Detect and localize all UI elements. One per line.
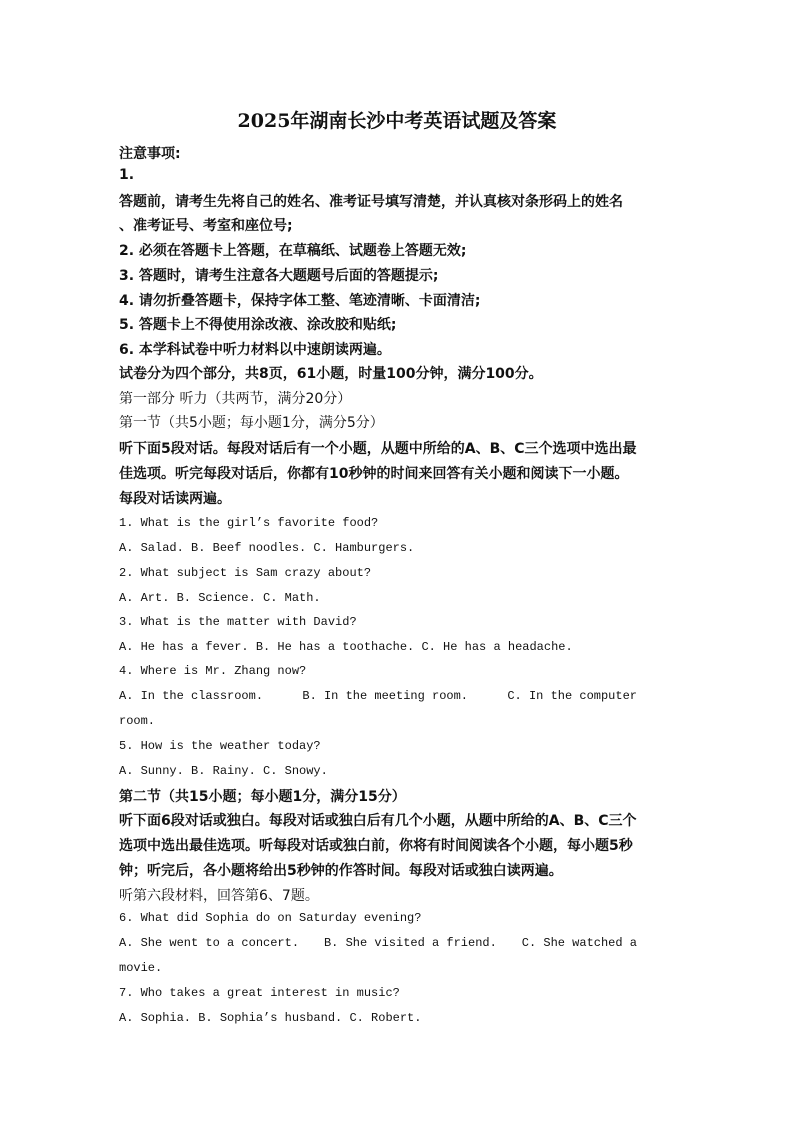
question-7: 7. Who takes a great interest in music?	[119, 986, 400, 1000]
page-title: 2025年湖南长沙中考英语试题及答案	[237, 110, 557, 132]
part1-heading: 第一部分 听力（共两节，满分20分）	[119, 391, 352, 407]
section2-instruction-line-3: 钟；听完后，各小题将给出5秒钟的作答时间。每段对话或独白读两遍。	[119, 863, 563, 879]
question-4-option-a: A. In the classroom.	[119, 689, 264, 703]
question-1-options: A. Salad. B. Beef noodles. C. Hamburgers.	[119, 541, 415, 555]
section1-instruction-line-2: 佳选项。听完每段对话后，你都有10秒钟的时间来回答有关小题和阅读下一小题。	[119, 466, 629, 482]
section1-instruction-line-3: 每段对话读两遍。	[119, 491, 231, 507]
note-5: 5. 答题卡上不得使用涂改液、涂改胶和贴纸;	[119, 317, 397, 333]
question-6-options	[119, 936, 637, 950]
question-2: 2. What subject is Sam crazy about?	[119, 566, 372, 580]
note-4: 4. 请勿折叠答题卡，保持字体工整、笔迹清晰、卡面清洁;	[119, 293, 481, 309]
question-4-option-c: C. In the computer	[507, 689, 637, 703]
question-1: 1. What is the girl’s favorite food?	[119, 516, 379, 530]
section2-heading: 第二节（共15小题；每小题1分，满分15分）	[119, 789, 406, 805]
note-1-line-1: 答题前，请考生先将自己的姓名、准考证号填写清楚，并认真核对条形码上的姓名	[119, 194, 623, 210]
note-6: 6. 本学科试卷中听力材料以中速朗读两遍。	[119, 342, 391, 358]
note-2: 2. 必须在答题卡上答题，在草稿纸、试题卷上答题无效;	[119, 243, 467, 259]
question-5: 5. How is the weather today?	[119, 739, 321, 753]
question-6-option-c-continued: movie.	[119, 961, 163, 975]
section2-instruction-line-1: 听下面6段对话或独白。每段对话或独白后有几个小题，从题中所给的A、B、C三个	[119, 813, 637, 829]
note-3: 3. 答题时，请考生注意各大题题号后面的答题提示;	[119, 268, 439, 284]
exam-summary: 试卷分为四个部分，共8页，61小题，时量100分钟，满分100分。	[119, 366, 543, 382]
question-4: 4. Where is Mr. Zhang now?	[119, 664, 307, 678]
question-4-option-b: B. In the meeting room.	[302, 689, 469, 703]
question-2-options: A. Art. B. Science. C. Math.	[119, 591, 321, 605]
question-7-options: A. Sophia. B. Sophia’s husband. C. Robert.	[119, 1011, 422, 1025]
section1-heading: 第一节（共5小题；每小题1分，满分5分）	[119, 415, 384, 431]
note-1-line-2: 、准考证号、考室和座位号;	[119, 218, 293, 234]
question-6-option-c: C. She watched a	[521, 936, 637, 950]
question-4-options	[119, 689, 637, 703]
question-5-options: A. Sunny. B. Rainy. C. Snowy.	[119, 764, 328, 778]
question-6-option-b: B. She visited a friend.	[323, 936, 497, 950]
material-note: 听第六段材料，回答第6、7题。	[119, 888, 319, 904]
question-6-option-a: A. She went to a concert.	[119, 936, 300, 950]
note-1-number: 1.	[119, 167, 135, 183]
question-6: 6. What did Sophia do on Saturday evening?	[119, 911, 422, 925]
question-3-options: A. He has a fever. B. He has a toothache. C. He has a headache.	[119, 640, 573, 654]
question-3: 3. What is the matter with David?	[119, 615, 357, 629]
section2-instruction-line-2: 选项中选出最佳选项。听每段对话或独白前，你将有时间阅读各个小题，每小题5秒	[119, 838, 633, 854]
section1-instruction-line-1: 听下面5段对话。每段对话后有一个小题，从题中所给的A、B、C三个选项中选出最	[119, 441, 637, 457]
question-4-option-c-continued: room.	[119, 714, 156, 728]
notes-heading: 注意事项:	[119, 146, 181, 162]
